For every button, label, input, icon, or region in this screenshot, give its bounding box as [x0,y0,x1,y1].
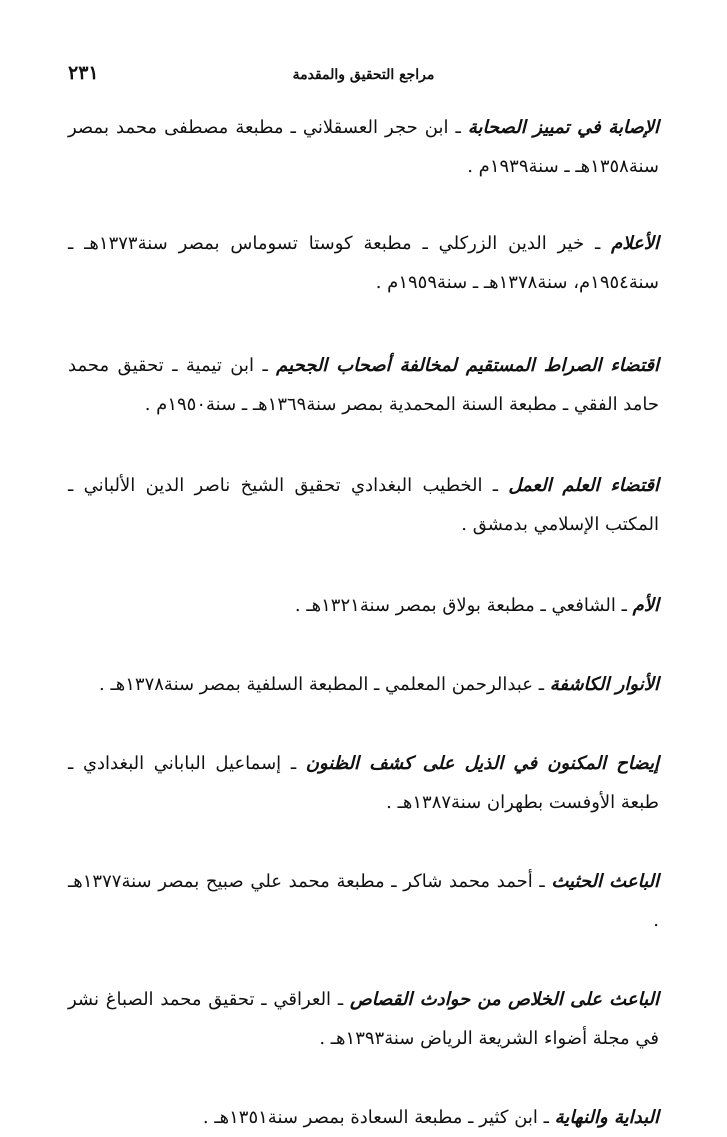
entry-title: إيضاح المكنون في الذيل على كشف الظنون [305,753,659,774]
entry-title: اقتضاء العلم العمل [508,475,659,496]
bibliography-entry [68,980,659,1058]
entry-details: ـ العراقي ـ تحقيق محمد الصباغ نشر في مجلة أضواء الشريعة الرياض سنة١٣٩٣هـ . [68,989,659,1049]
bibliography-entry [68,224,659,302]
entry-details: ـ خير الدين الزركلي ـ مطبعة كوستا تسوماس بمصر سنة١٣٧٣هـ ـ سنة١٩٥٤م، سنة١٣٧٨هـ ـ سنة١٩٥٩م . [68,233,659,293]
bibliography-entry [68,108,659,186]
entry-details: ـ ابن تيمية ـ تحقيق محمد حامد الفقي ـ مطبعة السنة المحمدية بمصر سنة١٣٦٩هـ ـ سنة١٩٥٠م . [68,355,659,415]
entry-details: ـ الشافعي ـ مطبعة بولاق بمصر سنة١٣٢١هـ . [294,595,633,616]
bibliography-entry [68,1098,659,1137]
running-header [68,62,659,90]
entry-details: ـ أحمد محمد شاكر ـ مطبعة محمد علي صبيح بمصر سنة١٣٧٧هـ . [68,871,659,931]
entry-title: الأنوار الكاشفة [549,674,659,695]
bibliography-entry [68,744,659,822]
entry-details: ـ ابن كثير ـ مطبعة السعادة بمصر سنة١٣٥١هـ . [202,1107,555,1128]
entry-title: الإصابة في تمييز الصحابة [467,117,659,138]
header-title: مراجع التحقيق والمقدمة [292,67,435,83]
entry-details: ـ الخطيب البغدادي تحقيق الشيخ ناصر الدين الألباني ـ المكتب الإسلامي بدمشق . [68,475,659,535]
entry-title: البداية والنهاية [554,1107,659,1128]
bibliography-entry [68,665,659,704]
entry-title: اقتضاء الصراط المستقيم لمخالفة أصحاب الجحيم [276,355,660,376]
bibliography-entry [68,862,659,940]
page-number: ٢٣١ [68,62,99,84]
entry-details: ـ ابن حجر العسقلاني ـ مطبعة مصطفى محمد بمصر سنة١٣٥٨هـ ـ سنة١٩٣٩م . [68,117,659,177]
entry-title: الأم [632,595,659,616]
entry-title: الأعلام [611,233,659,254]
bibliography-entry [68,586,659,625]
bibliography-entry [68,346,659,424]
entry-details: ـ إسماعيل الباباني البغدادي ـ طبعة الأوفست بطهران سنة١٣٨٧هـ . [68,753,659,813]
entry-title: الباعث الحثيث [551,871,659,892]
entry-title: الباعث على الخلاص من حوادث القصاص [349,989,659,1010]
bibliography-list [68,108,659,1137]
bibliography-entry [68,466,659,544]
entry-details: ـ عبدالرحمن المعلمي ـ المطبعة السلفية بمصر سنة١٣٧٨هـ . [99,674,550,695]
